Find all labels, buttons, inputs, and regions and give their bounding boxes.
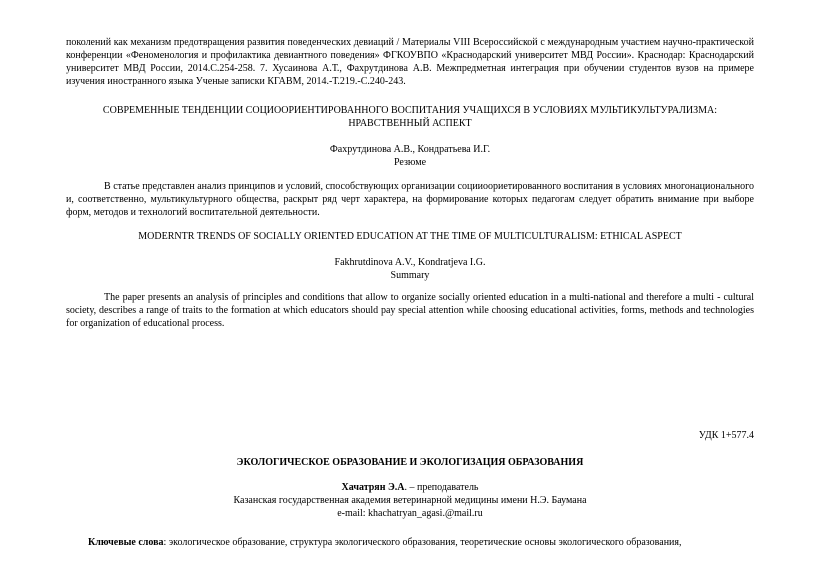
article1-authors-ru: Фахрутдинова А.В., Кондратьева И.Г. [329,144,491,155]
article2-affiliation: Казанская государственная академия ветеринарной медицины имени Н.Э. Баумана [233,495,587,506]
article1-abstract-en: The paper presents an analysis of principles and conditions that allow to organize socially oriented education in a multi-national and therefore a multi - cultural society, describes a range of traits to the formation at which educators should pay special attention while choosing educational activities, forms, methods and technologies for organization of educational process. [66,292,754,329]
article2-keywords [66,536,754,549]
article2-title: ЭКОЛОГИЧЕСКОЕ ОБРАЗОВАНИЕ И ЭКОЛОГИЗАЦИЯ ОБРАЗОВАНИЯ [236,457,584,468]
article2-author-role: . – преподаватель [404,482,479,493]
article2-email: e-mail: khachatryan_agasi.@mail.ru [337,508,483,519]
article1-abstract-ru: В статье представлен анализ принципов и условий, способствующих организации социиоориетированного воспитания в условиях многонационального и, соответственно, мультикультурного общества, раскрыт ряд черт характера, на формирование которых педагогам следует обратить внимание при выборе форм, методов и технологий воспитательной деятельности. [66,181,754,218]
article2-author-block [66,481,754,520]
article1-summary-label: Summary [390,270,430,281]
article2-keywords-label: Ключевые слова [88,537,164,548]
article1-title-line2: НРАВСТВЕННЫЙ АСПЕКТ [348,118,472,129]
article1-title [66,104,754,130]
article2-author-name: Хачатрян Э.А [341,482,405,493]
article2-keywords-text: : экологическое образование, структура экологического образования, теоретические основы экологического образования, [163,537,682,548]
references-paragraph: поколений как механизм предотвращения развития поведенческих девиаций / Материалы VIII Всероссийской с международным участием научно-практической конференции «Феноменология и профилактика девиантного поведения» ФГКОУВПО «Краснодарский университет МВД России». Краснодар: Краснодарский университет МВД России, 2014.С.254-258. 7. Хусаинова А.Т., Фахрутдинова А.В. Межпредметная интеграция при обучении студентов вузов на примере изучения иностранного языка Ученые записки КГАВМ, 2014.-Т.219.-С.240-243. [66,37,754,87]
article1-authors-block [66,143,754,169]
article1-title-line1: СОВРЕМЕННЫЕ ТЕНДЕНЦИИ СОЦИООРИЕНТИРОВАННОГО ВОСПИТАНИЯ УЧАЩИХСЯ В УСЛОВИЯХ МУЛЬТИКУЛЬТУРАЛИЗМА: [102,105,718,116]
article1-title-en: MODERNTR TRENDS OF SOCIALLY ORIENTED EDUCATION AT THE TIME OF MULTICULTURALISM: ETHICAL ASPECT [138,231,682,242]
article1-authors-en: Fakhrutdinova A.V., Kondratjeva I.G. [334,257,486,268]
article1-authors-en-block [66,256,754,282]
article1-resume-label: Резюме [393,157,427,168]
article2-udc: УДК 1+577.4 [698,430,754,441]
